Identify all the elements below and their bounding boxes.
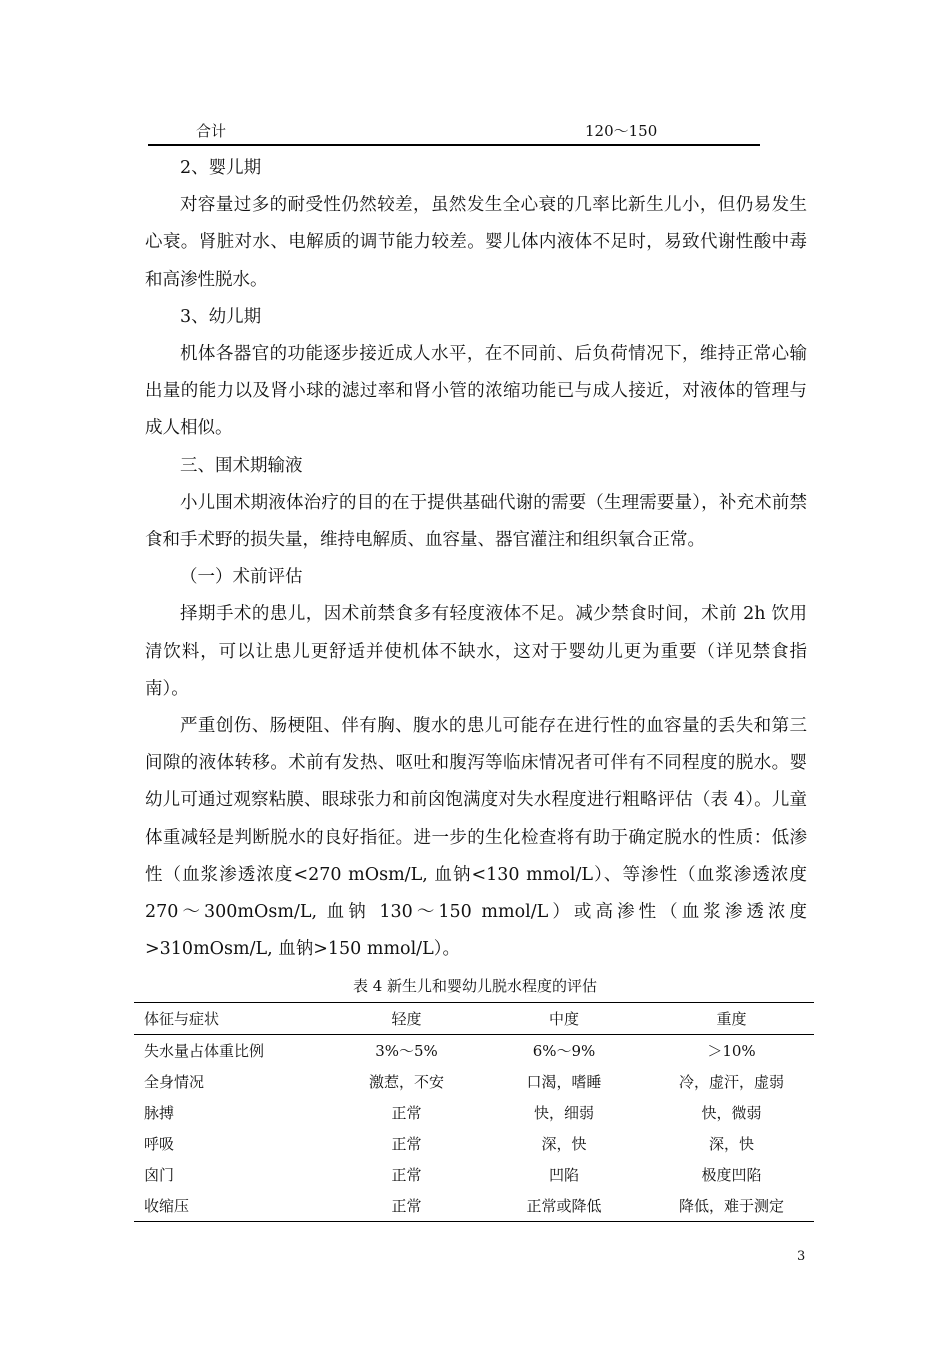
table-row bbox=[134, 1097, 814, 1128]
table-cell: 快，微弱 bbox=[701, 1104, 762, 1122]
table-cell: 呼吸 bbox=[144, 1135, 175, 1153]
table-cell: 激惹，不安 bbox=[368, 1073, 444, 1091]
table-cell: 正常 bbox=[391, 1104, 422, 1122]
page-number: 3 bbox=[797, 1249, 806, 1264]
dehydration-table bbox=[134, 1002, 814, 1222]
table-cell: 正常 bbox=[391, 1166, 422, 1184]
paragraph-dehydration: 严重创伤、肠梗阻、伴有胸、腹水的患儿可能存在进行性的血容量的丢失和第三间隙的液体转移。术前有发热、呕吐和腹泻等临床情况者可伴有不同程度的脱水。婴幼儿可通过观察粘膜、眼球张力和前囟饱满度对失水程度进行粗略评估（表 4）。儿童体重减轻是判断脱水的良好指征。进一步的生化检查将有助于确定脱水的性质：低渗性（血浆渗透浓度<270 mOsm/L, 血钠<130 mmol/L）、等渗性（血浆渗透浓度 270～300mOsm/L, 血钠 130～150 mmol/L）或高渗性（血浆渗透浓度>310mOsm/L, 血钠>150 mmol/L）。 bbox=[145, 716, 807, 960]
table-cell: 冷，虚汗，虚弱 bbox=[678, 1073, 784, 1091]
table-row bbox=[134, 1128, 814, 1159]
table-header-cell: 轻度 bbox=[391, 1010, 422, 1028]
table-cell: 正常 bbox=[391, 1135, 422, 1153]
total-label: 合计 bbox=[196, 122, 227, 140]
body-text bbox=[145, 150, 807, 968]
table-cell: 口渴，嗜睡 bbox=[526, 1073, 602, 1091]
previous-table-total-row bbox=[148, 112, 760, 148]
table-header-cell: 重度 bbox=[716, 1010, 747, 1028]
table-cell: ＞10% bbox=[707, 1042, 756, 1060]
table-caption: 表 4 新生儿和婴幼儿脱水程度的评估 bbox=[352, 977, 598, 995]
paragraph-toddler: 机体各器官的功能逐步接近成人水平，在不同前、后负荷情况下，维持正常心输出量的能力以及肾小球的滤过率和肾小管的浓缩功能已与成人接近，对液体的管理与成人相似。 bbox=[145, 344, 807, 439]
table-row bbox=[134, 1035, 814, 1067]
section-heading-preop-assessment: （一）术前评估 bbox=[180, 567, 303, 588]
table-row bbox=[134, 1190, 814, 1222]
table-cell: 正常或降低 bbox=[526, 1197, 602, 1215]
section-heading-perioperative: 三、围术期输液 bbox=[180, 455, 303, 476]
table-cell: 囟门 bbox=[144, 1166, 175, 1184]
table-cell: 6%～9% bbox=[532, 1042, 596, 1060]
paragraph-fasting: 择期手术的患儿，因术前禁食多有轻度液体不足。减少禁食时间，术前 2h 饮用清饮料，可以让患儿更舒适并使机体不缺水，这对于婴幼儿更为重要（详见禁食指南）。 bbox=[145, 604, 807, 699]
table-cell: 正常 bbox=[391, 1197, 422, 1215]
table-row bbox=[134, 1159, 814, 1190]
table-cell: 凹陷 bbox=[548, 1166, 579, 1184]
table-bottom-rule bbox=[148, 144, 760, 146]
table-header-cell: 中度 bbox=[548, 1010, 579, 1028]
table-cell: 全身情况 bbox=[144, 1073, 205, 1091]
table-cell: 3%～5% bbox=[375, 1042, 438, 1060]
table-cell: 脉搏 bbox=[144, 1104, 175, 1122]
total-value: 120～150 bbox=[585, 122, 658, 140]
table-cell: 深，快 bbox=[708, 1135, 754, 1153]
table-cell: 极度凹陷 bbox=[701, 1166, 762, 1184]
table-cell: 失水量占体重比例 bbox=[144, 1042, 265, 1060]
section-heading-infancy: 2、婴儿期 bbox=[180, 158, 262, 178]
paragraph-perioperative: 小儿围术期液体治疗的目的在于提供基础代谢的需要（生理需要量），补充术前禁食和手术野的损失量，维持电解质、血容量、器官灌注和组织氧合正常。 bbox=[145, 492, 807, 551]
section-heading-toddler: 3、幼儿期 bbox=[180, 306, 262, 327]
table-header-row bbox=[134, 1003, 814, 1035]
table-header-cell: 体征与症状 bbox=[144, 1010, 220, 1028]
table-cell: 收缩压 bbox=[144, 1197, 190, 1215]
table-cell: 深，快 bbox=[541, 1135, 587, 1153]
table-cell: 快，细弱 bbox=[533, 1104, 594, 1122]
table-cell: 降低，难于测定 bbox=[678, 1197, 784, 1215]
table-row bbox=[134, 1066, 814, 1097]
paragraph-infancy: 对容量过多的耐受性仍然较差，虽然发生全心衰的几率比新生儿小，但仍易发生心衰。肾脏对水、电解质的调节能力较差。婴儿体内液体不足时，易致代谢性酸中毒和高渗性脱水。 bbox=[145, 195, 807, 290]
